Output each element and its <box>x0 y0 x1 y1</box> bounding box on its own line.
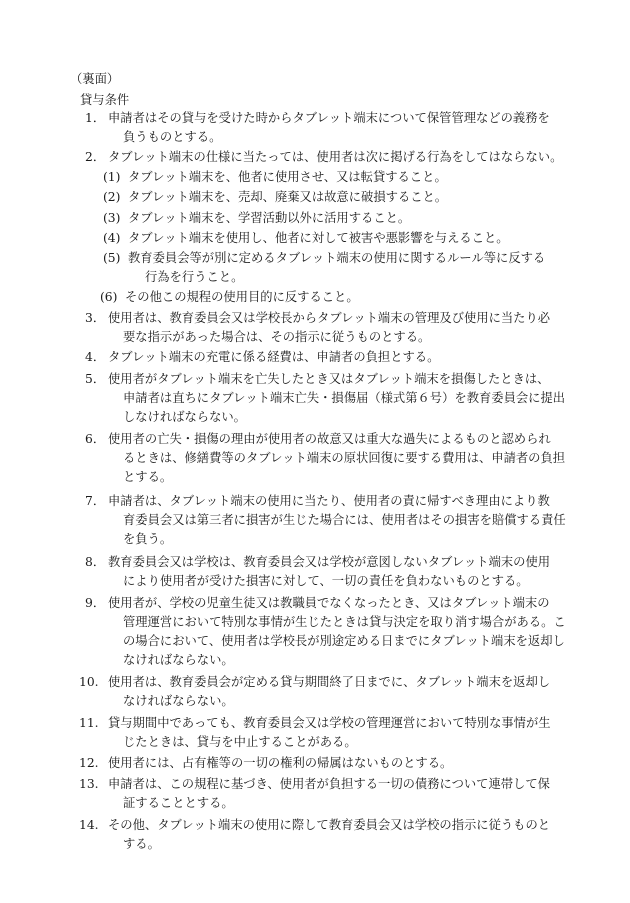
item-number: 13. <box>79 777 99 791</box>
item-number: 9． <box>85 596 106 610</box>
item-number: 10. <box>79 675 99 689</box>
item-number: 1． <box>85 111 106 125</box>
item-text-line: する。 <box>123 837 160 851</box>
item-number: 7． <box>85 494 106 508</box>
item-text-line: タブレット端末の仕様に当たっては、使用者は次に掲げる行為をしてはならない。 <box>108 150 563 164</box>
subitem-number: (4) <box>103 231 121 245</box>
item-text-line: 貸与期間中であっても、教育委員会又は学校の管理運営において特別な事情が生 <box>108 716 551 730</box>
subitem-number: (6) <box>100 290 118 304</box>
item-number: 12. <box>79 756 99 770</box>
item-number: 8． <box>85 555 106 569</box>
item-text-line: タブレット端末の充電に係る経費は、申請者の負担とする。 <box>108 350 440 364</box>
subitem-text-line: その他この規程の使用目的に反すること。 <box>125 290 359 304</box>
item-text-line: により使用者が受けた損害に対して、一切の責任を負わないものとする。 <box>123 574 529 588</box>
subitem-number: (3) <box>103 211 121 225</box>
subitem-text-line: タブレット端末を、売却、廃棄又は故意に破損すること。 <box>128 190 448 204</box>
item-text-line: 使用者は、教育委員会が定める貸与期間終了日までに、タブレット端末を返却し <box>108 675 551 689</box>
item-text-line: るときは、修繕費等のタブレット端末の原状回復に要する費用は、申請者の負担 <box>123 451 566 465</box>
item-text-line: じたときは、貸与を中止することがある。 <box>123 735 357 749</box>
item-text-line: 申請者は直ちにタブレット端末亡失・損傷届（様式第６号）を教育委員会に提出 <box>123 391 566 405</box>
item-text-line: なければならない。 <box>123 653 234 667</box>
item-number: 2． <box>85 150 106 164</box>
item-text-line: を負う。 <box>123 532 173 546</box>
item-text-line: その他、タブレット端末の使用に際して教育委員会又は学校の指示に従うものと <box>108 818 551 832</box>
item-text-line: 証することとする。 <box>123 796 234 810</box>
subitem-text-line: タブレット端末を、学習活動以外に活用すること。 <box>128 211 411 225</box>
subitem-number: (5) <box>103 251 121 265</box>
item-text-line: 使用者は、教育委員会又は学校長からタブレット端末の管理及び使用に当たり必 <box>108 311 551 325</box>
item-text-line: 申請者は、タブレット端末の使用に当たり、使用者の責に帰すべき理由により教 <box>108 494 550 508</box>
item-text-line: 使用者が、学校の児童生徒又は教職員でなくなったとき、又はタブレット端末の <box>108 596 550 610</box>
item-number: 6． <box>85 432 106 446</box>
item-text-line: 申請者はその貸与を受けた時からタブレット端末について保管管理などの義務を <box>108 111 550 125</box>
item-text-line: 要な指示があった場合は、その指示に従うものとする。 <box>123 330 431 344</box>
item-number: 3． <box>85 311 106 325</box>
item-text-line: の場合において、使用者は学校長が別途定める日までにタブレット端末を返却し <box>123 634 565 648</box>
side-label: （裏面） <box>70 72 120 86</box>
subitem-text-line: タブレット端末を、他者に使用させ、又は転貸すること。 <box>128 170 447 184</box>
item-number: 11. <box>79 716 99 730</box>
item-text-line: 教育委員会又は学校は、教育委員会又は学校が意図しないタブレット端末の使用 <box>108 555 551 569</box>
section-title: 貸与条件 <box>80 93 130 107</box>
item-text-line: 申請者は、この規程に基づき、使用者が負担する一切の債務について連帯して保 <box>108 777 550 791</box>
item-text-line: 負うものとする。 <box>123 130 222 144</box>
item-text-line: 使用者には、占有権等の一切の権利の帰属はないものとする。 <box>108 756 453 770</box>
item-text-line: 使用者がタブレット端末を亡失したとき又はタブレット端末を損傷したときは、 <box>108 372 550 386</box>
item-text-line: とする。 <box>123 470 173 484</box>
subitem-text-line: 教育委員会等が別に定めるタブレット端末の使用に関するルール等に反する <box>128 251 546 265</box>
subitem-number: (2) <box>103 190 121 204</box>
subitem-text-line: タブレット端末を使用し、他者に対して被害や悪影響を与えること。 <box>128 231 509 245</box>
item-number: 14. <box>79 818 99 832</box>
subitem-number: (1) <box>103 170 121 184</box>
item-text-line: 育委員会又は第三者に損害が生じた場合には、使用者はその損害を賠償する責任 <box>123 513 566 527</box>
item-number: 5． <box>85 372 106 386</box>
subitem-text-line: 行為を行うこと。 <box>145 270 244 284</box>
item-text-line: しなければならない。 <box>123 410 246 424</box>
item-text-line: なければならない。 <box>123 694 234 708</box>
item-text-line: 使用者の亡失・損傷の理由が使用者の故意又は重大な過失によるものと認められ <box>108 432 551 446</box>
item-text-line: 管理運営において特別な事情が生じたときは貸与決定を取り消す場合がある。こ <box>123 615 566 629</box>
item-number: 4． <box>85 350 106 364</box>
